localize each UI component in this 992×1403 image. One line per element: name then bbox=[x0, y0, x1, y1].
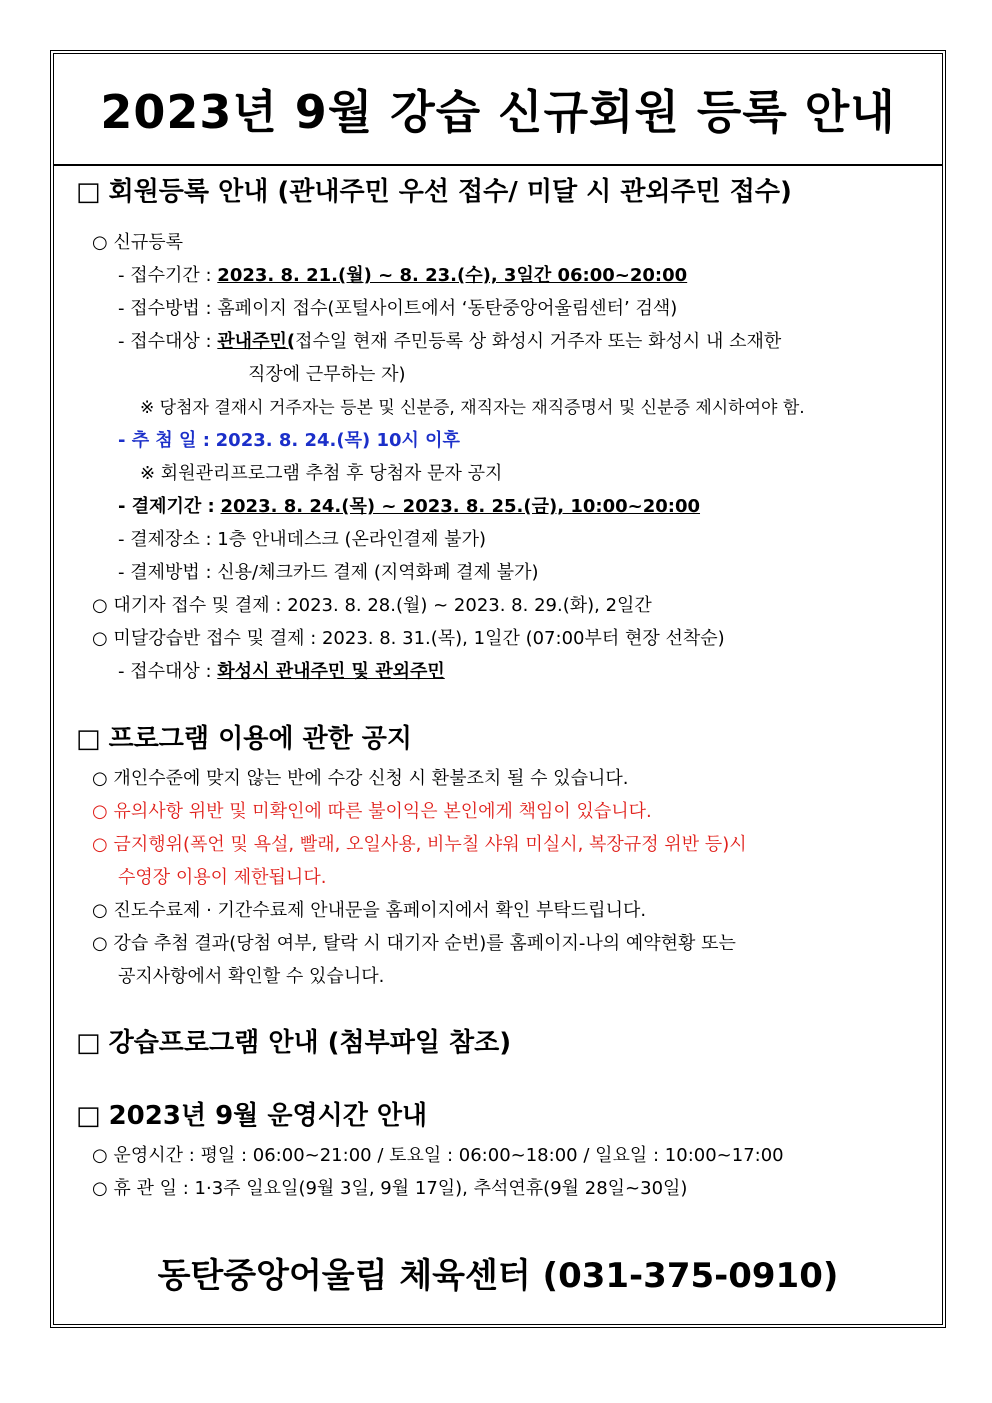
circle-bullet-icon: ○ bbox=[92, 232, 108, 253]
checkbox-square-icon: □ bbox=[76, 724, 101, 754]
draw-date-value: 2023. 8. 24.(목) 10시 이후 bbox=[215, 430, 460, 451]
draw-note: ※ 회원관리프로그램 추첨 후 당첨자 문자 공지 bbox=[140, 463, 503, 484]
closed-days: ○ 휴 관 일 : 1·3주 일요일(9월 3일, 9월 17일), 추석연휴(9월 28일~30일) bbox=[92, 1178, 688, 1199]
center-name-and-phone: 동탄중앙어울림 체육센터 (031-375-0910) bbox=[157, 1256, 839, 1296]
notice-item-prohibited: ○ 금지행위(폭언 및 욕설, 빨래, 오일사용, 비누칠 샤워 미실시, 복장규정 위반 등)시 bbox=[92, 834, 747, 855]
undersubscribed-info: ○ 미달강습반 접수 및 결제 : 2023. 8. 31.(목), 1일간 (07:00부터 현장 선착순) bbox=[92, 628, 725, 649]
registration-period: - 접수기간 : 2023. 8. 21.(월) ~ 8. 23.(수), 3일간 06:00~20:00 bbox=[118, 265, 688, 286]
undersubscribed-target-value: 화성시 관내주민 및 관외주민 bbox=[217, 661, 445, 682]
new-registration-heading: ○ 신규등록 bbox=[92, 232, 184, 253]
payment-place: - 결제장소 : 1층 안내데스크 (온라인결제 불가) bbox=[118, 529, 486, 550]
notice-item-cont: 공지사항에서 확인할 수 있습니다. bbox=[118, 966, 385, 987]
notice-item: ○ 진도수료제 · 기간수료제 안내문을 홈페이지에서 확인 부탁드립니다. bbox=[92, 900, 647, 921]
payment-period-value: 2023. 8. 24.(목) ~ 2023. 8. 25.(금), 10:00~20:00 bbox=[220, 496, 701, 517]
registration-target: - 접수대상 : 관내주민(접수일 현재 주민등록 상 화성시 거주자 또는 화성시 내 소재한 bbox=[118, 331, 782, 352]
section-heading-text: 프로그램 이용에 관한 공지 bbox=[108, 724, 413, 754]
operating-hours: ○ 운영시간 : 평일 : 06:00~21:00 / 토요일 : 06:00~18:00 / 일요일 : 10:00~17:00 bbox=[92, 1145, 784, 1166]
waitlist-info: ○ 대기자 접수 및 결제 : 2023. 8. 28.(월) ~ 2023. 8. 29.(화), 2일간 bbox=[92, 595, 652, 616]
undersubscribed-target: - 접수대상 : 화성시 관내주민 및 관외주민 bbox=[118, 661, 445, 682]
notice-item: ○ 개인수준에 맞지 않는 반에 수강 신청 시 환불조치 될 수 있습니다. bbox=[92, 768, 629, 789]
notice-item-warning: ○ 유의사항 위반 및 미확인에 따른 불이익은 본인에게 책임이 있습니다. bbox=[92, 801, 652, 822]
notice-item-prohibited-cont: 수영장 이용이 제한됩니다. bbox=[118, 867, 327, 888]
payment-method: - 결제방법 : 신용/체크카드 결제 (지역화폐 결제 불가) bbox=[118, 562, 539, 583]
notice-item: ○ 강습 추첨 결과(당첨 여부, 탈락 시 대기자 순번)를 홈페이지-나의 예약현황 또는 bbox=[92, 933, 736, 954]
inner-frame bbox=[53, 53, 943, 1325]
section-registration-heading bbox=[76, 176, 792, 208]
section-heading-text: 회원등록 안내 (관내주민 우선 접수/ 미달 시 관외주민 접수) bbox=[108, 177, 792, 207]
registration-target-cont: 직장에 근무하는 자) bbox=[248, 364, 406, 385]
registration-period-value: 2023. 8. 21.(월) ~ 8. 23.(수), 3일간 06:00~20:00 bbox=[217, 265, 688, 286]
section-program-guide-heading bbox=[76, 1027, 511, 1059]
checkbox-square-icon: □ bbox=[76, 1028, 101, 1058]
checkbox-square-icon: □ bbox=[76, 177, 101, 207]
section-heading-text: 2023년 9월 운영시간 안내 bbox=[108, 1101, 428, 1131]
draw-date: - 추 첨 일 : 2023. 8. 24.(목) 10시 이후 bbox=[118, 430, 460, 451]
registration-method: - 접수방법 : 홈페이지 접수(포털사이트에서 ‘동탄중앙어울림센터’ 검색) bbox=[118, 298, 678, 319]
winner-note: ※ 당첨자 결재시 거주자는 등본 및 신분증, 재직자는 재직증명서 및 신분증 제시하여야 함. bbox=[140, 398, 805, 418]
title-box bbox=[53, 53, 943, 165]
page-title: 2023년 9월 강습 신규회원 등록 안내 bbox=[100, 84, 896, 139]
section-program-notice-heading bbox=[76, 723, 412, 755]
title-divider bbox=[53, 165, 943, 166]
payment-period: - 결제기간 : 2023. 8. 24.(목) ~ 2023. 8. 25.(금), 10:00~20:00 bbox=[118, 496, 701, 517]
target-residents: 관내주민( bbox=[217, 331, 296, 352]
checkbox-square-icon: □ bbox=[76, 1101, 101, 1131]
section-heading-text: 강습프로그램 안내 (첨부파일 참조) bbox=[108, 1028, 512, 1058]
section-operating-hours-heading bbox=[76, 1100, 427, 1132]
